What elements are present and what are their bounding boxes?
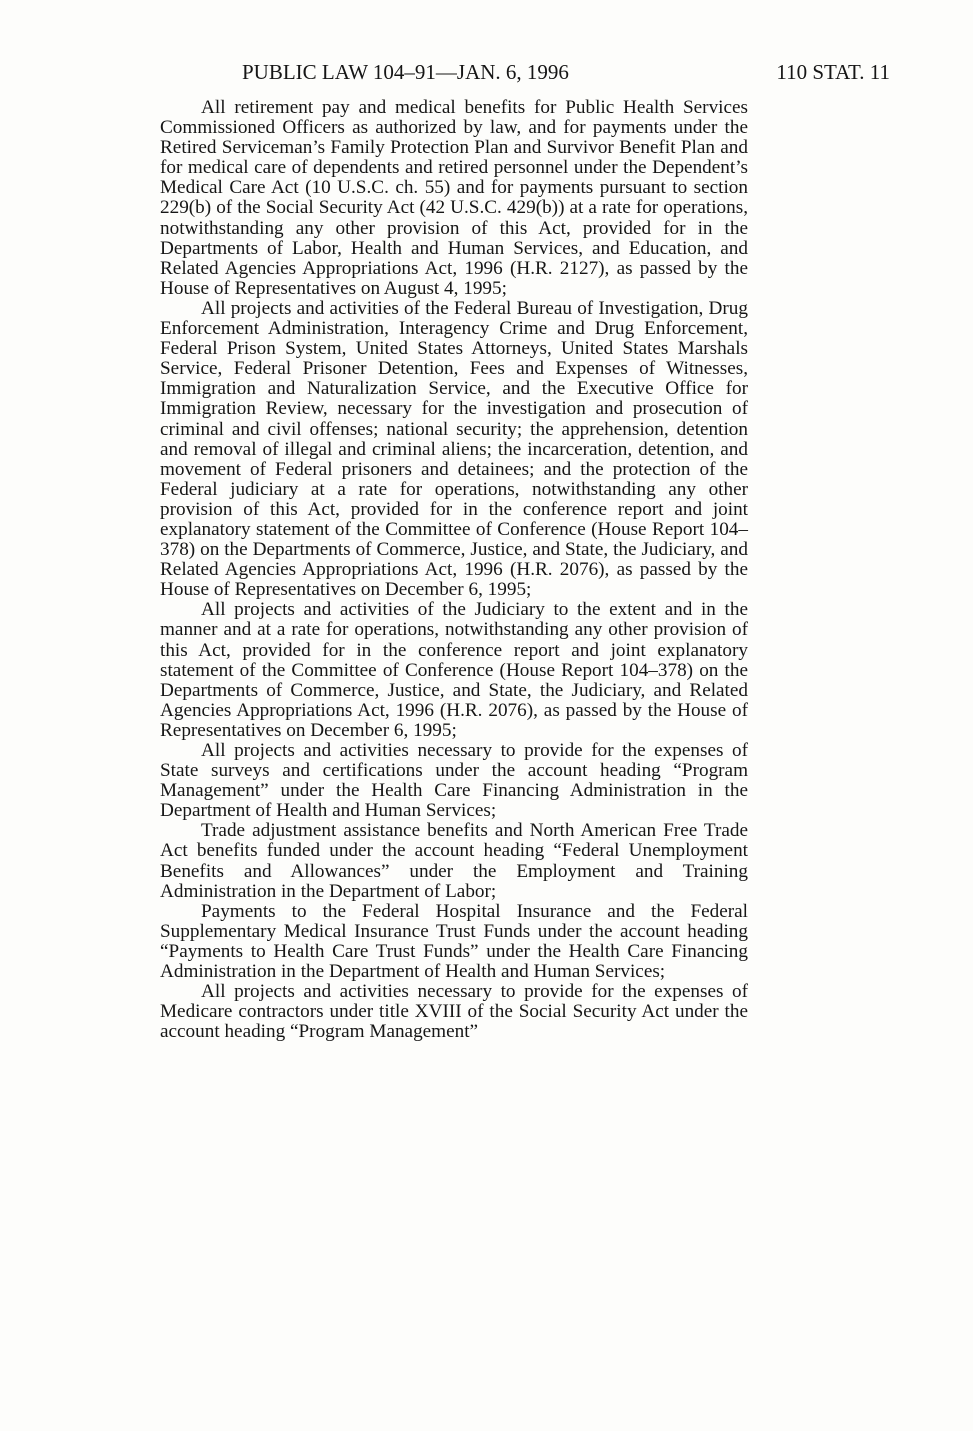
header-title: PUBLIC LAW 104–91—JAN. 6, 1996	[242, 60, 569, 84]
statute-page-number: 110 STAT. 11	[776, 60, 890, 84]
paragraph-trust-fund-payments: Payments to the Federal Hospital Insurance and the Federal Supplementary Medical Insurance Trust Funds under the account heading “Payments to Health Care Trust Funds” under the Health Care Financing Administration in the Department of Health and Human Services;	[160, 900, 748, 983]
paragraph-retirement-pay: All retirement pay and medical benefits for Public Health Services Commissioned Officers as authorized by law, and for payments under the Retired Serviceman’s Family Protection Plan and Survivor Benefit Plan and for medical care of dependents and retired personnel under the Dependent’s Medical Care Act (10 U.S.C. ch. 55) and for payments pursuant to section 229(b) of the Social Security Act (42 U.S.C. 429(b)) at a rate for operations, notwithstanding any other provision of this Act, provided for in the Departments of Labor, Health and Human Services, and Education, and Related Agencies Appropriations Act, 1996 (H.R. 2127), as passed by the House of Representatives on August 4, 1995;	[160, 97, 748, 299]
body-text	[160, 98, 748, 1042]
paragraph-medicare-contractors: All projects and activities necessary to provide for the expenses of Medicare contractors under title XVIII of the Social Security Act under the account heading “Program Management”	[160, 981, 748, 1043]
running-header	[160, 60, 890, 88]
paragraph-fbi-dea-projects: All projects and activities of the Federal Bureau of Investigation, Drug Enforcement Administration, Interagency Crime and Drug Enforcement, Federal Prison System, United States Attorneys, United States Marshals Service, Federal Prisoner Detention, Fees and Expenses of Witnesses, Immigration and Naturalization Service, and the Executive Office for Immigration Review, necessary for the investigation and prosecution of criminal and civil offenses; national security; the apprehension, detention and removal of illegal and criminal aliens; the incarceration, detention, and movement of Federal prisoners and detainees; and the protection of the Federal judiciary at a rate for operations, notwithstanding any other provision of this Act, provided for in the conference report and joint explanatory statement of the Committee of Conference (House Report 104–378) on the Departments of Commerce, Justice, and State, the Judiciary, and Related Agencies Appropriations Act, 1996 (H.R. 2076), as passed by the House of Representatives on December 6, 1995;	[160, 297, 748, 601]
paragraph-state-surveys: All projects and activities necessary to provide for the expenses of State surveys and certifications under the account heading “Program Management” under the Health Care Financing Administration in the Department of Health and Human Services;	[160, 740, 748, 822]
paragraph-trade-adjustment: Trade adjustment assistance benefits and North American Free Trade Act benefits funded under the account heading “Federal Unemployment Benefits and Allowances” under the Employment and Training Administration in the Department of Labor;	[160, 820, 748, 902]
paragraph-judiciary-projects: All projects and activities of the Judiciary to the extent and in the manner and at a rate for operations, notwithstanding any other provision of this Act, provided for in the conference report and joint explanatory statement of the Committee of Conference (House Report 104–378) on the Departments of Commerce, Justice, and State, the Judiciary, and Related Agencies Appropriations Act, 1996 (H.R. 2076), as passed by the House of Representatives on December 6, 1995;	[160, 599, 748, 741]
